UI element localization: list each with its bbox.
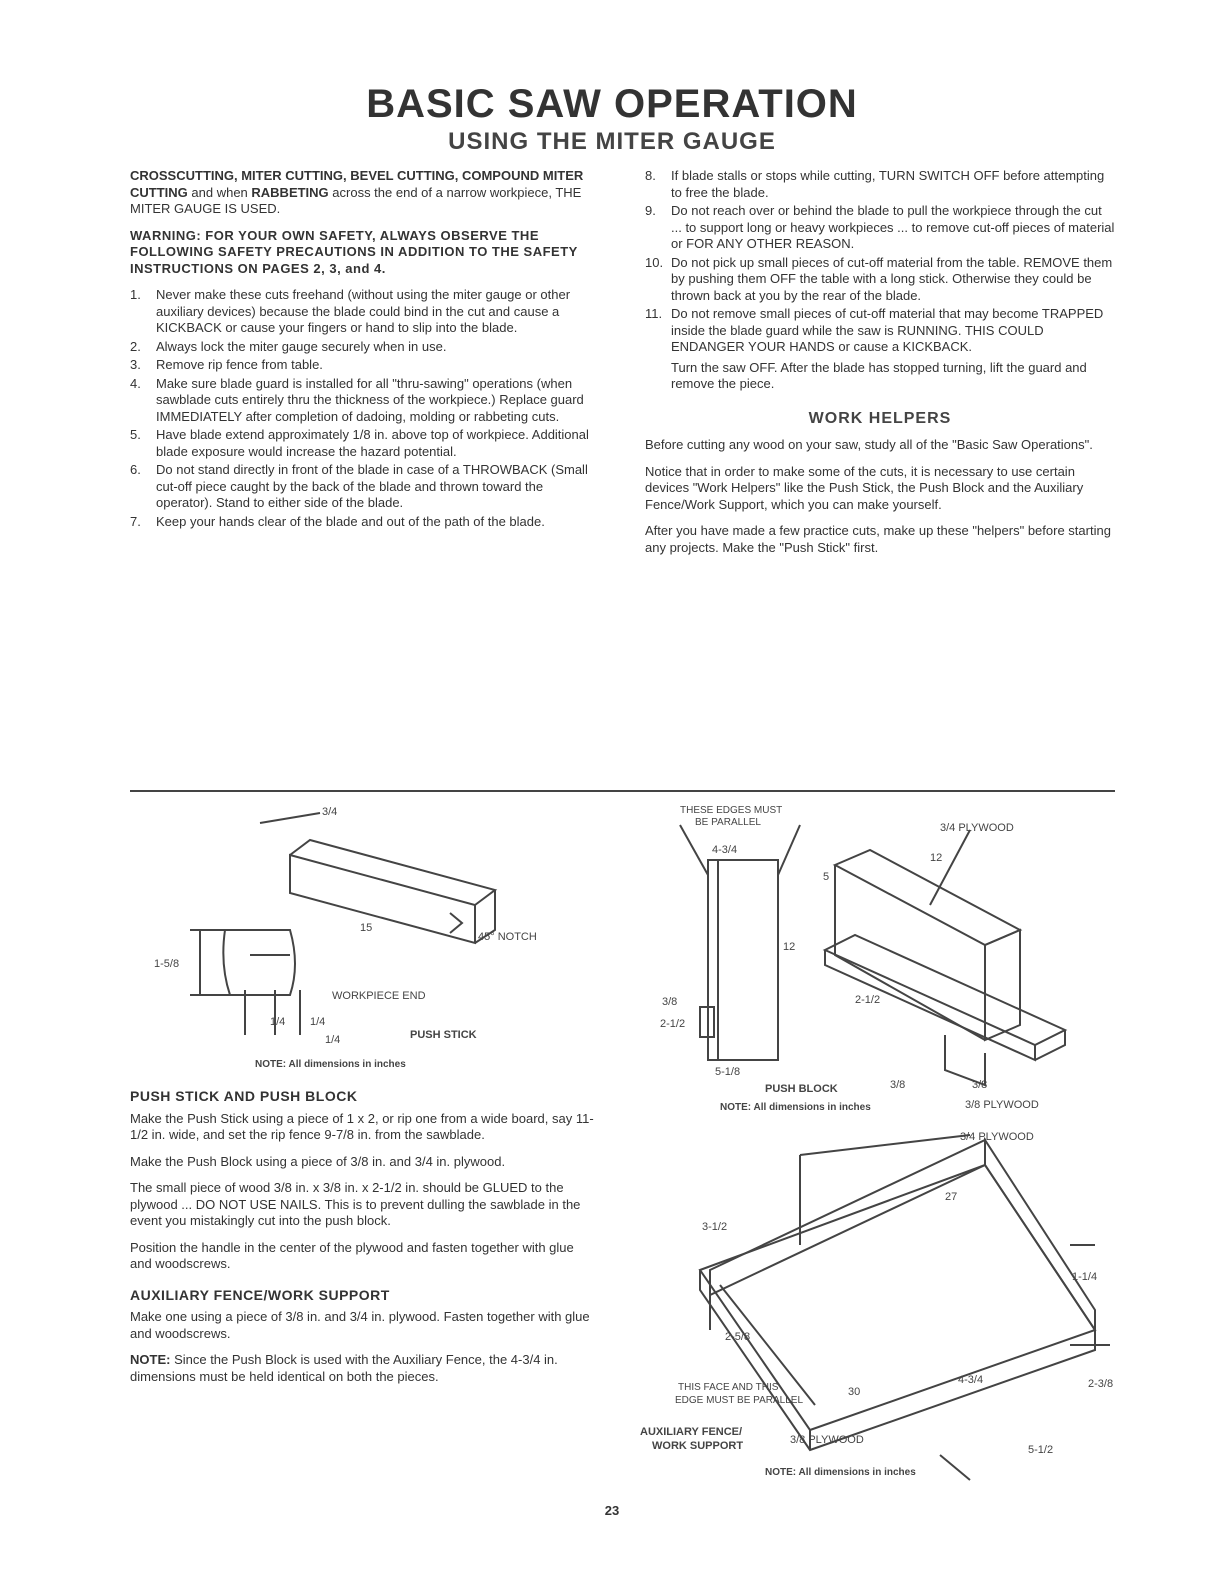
work-helpers-paragraph-2: Notice that in order to make some of the cuts, it is necessary to use certain devices "Work Helpers" like the Push Stick, the Push Block and the Auxiliary Fence/Work Support, which you can make yourself.	[645, 463, 1084, 512]
list-item	[130, 287, 598, 337]
rule-number: 9.	[645, 203, 656, 218]
section-subtitle: USING THE MITER GAUGE	[448, 128, 776, 155]
list-item	[130, 357, 598, 374]
ply-3-8-label: 3/8 PLYWOOD	[965, 1099, 1039, 1111]
face-note-line-2: EDGE MUST BE PARALLEL	[675, 1395, 804, 1406]
workpiece-end-label: WORKPIECE END	[332, 990, 426, 1002]
intro-rest: across the end of a narrow workpiece, THE MITER GAUGE IS USED.	[130, 184, 582, 216]
notch-label: 45° NOTCH	[478, 931, 537, 943]
push-paragraph-2: Make the Push Block using a piece of 3/8 in. and 3/4 in. plywood.	[130, 1153, 506, 1169]
aux-fence-label-line-2: WORK SUPPORT	[652, 1440, 744, 1452]
aux-fence-note: NOTE: All dimensions in inches	[765, 1467, 916, 1478]
dim-1-4-b: 1/4	[310, 1016, 326, 1028]
rule-text: Do not reach over or behind the blade to pull the workpiece through the cut ... to support long or heavy workpieces ... to remove cut-off pieces of material or FOR ANY OTHER REASON.	[671, 203, 1115, 251]
list-item	[130, 514, 598, 531]
right-column	[645, 168, 1115, 566]
list-item	[645, 203, 1115, 253]
dim-1-4-c: 1/4	[325, 1034, 341, 1046]
list-item	[130, 339, 598, 356]
rule-text: Do not remove small pieces of cut-off material that may become TRAPPED inside the blade guard while the saw is RUNNING. THIS COULD ENDANGER YOUR HANDS or cause a KICKBACK.	[671, 306, 1104, 354]
dim-27: 27	[945, 1191, 958, 1203]
rule-11-note: Turn the saw OFF. After the blade has stopped turning, lift the guard and remove the piece.	[671, 359, 1087, 391]
push-paragraph-1: Make the Push Stick using a piece of 1 x 2, or rip one from a wide board, say 11-1/2 in. wide, and set the rip fence 9-7/8 in. from the sawblade.	[130, 1110, 594, 1142]
dim-3-1-2: 3-1/2	[702, 1221, 728, 1233]
dim-2-1-2-a: 2-1/2	[660, 1018, 686, 1030]
list-item	[645, 255, 1115, 305]
ply-3-4-label: 3/4 PLYWOOD	[960, 1131, 1034, 1143]
lower-left-column	[130, 1088, 596, 1395]
work-helpers-heading: WORK HELPERS	[808, 409, 952, 427]
dim-2-5-8: 2-5/8	[725, 1331, 751, 1343]
rule-text: Make sure blade guard is installed for all "thru-sawing" operations (when sawblade cuts entirely thru the thickness of the workpiece.) Replace guard IMMEDIATELY after completion of dadoing, molding or rabbeting cuts.	[156, 375, 584, 424]
aux-fence-heading: AUXILIARY FENCE/WORK SUPPORT	[130, 1286, 390, 1303]
rule-text: Do not stand directly in front of the blade in case of a THROWBACK (Small cut-off piece caught by the back of the blade and thrown toward the operator). Stand to either side of the blade.	[156, 462, 588, 510]
rule-number: 7.	[130, 513, 141, 529]
dim-3-8-b: 3/8	[890, 1079, 906, 1091]
page-title: BASIC SAW OPERATION	[366, 82, 858, 126]
rule-text: Never make these cuts freehand (without using the miter gauge or other auxiliary devices) because the blade could bind in the cut and cause a KICKBACK or cause your fingers or hand to slip into the blade.	[156, 287, 571, 335]
rule-number: 5.	[130, 427, 141, 442]
dim-1-5-8: 1-5/8	[154, 958, 180, 970]
dim-3-8-a: 3/8	[662, 996, 678, 1008]
left-column	[130, 168, 598, 532]
safety-rules-list-right	[645, 168, 1115, 356]
dim-1-1-4: 1-1/4	[1072, 1271, 1098, 1283]
push-stick-diagram	[150, 795, 630, 1075]
push-block-note: NOTE: All dimensions in inches	[720, 1102, 871, 1113]
dim-3-8-c: 3/8	[972, 1079, 988, 1091]
dim-4-3-4: 4-3/4	[712, 844, 738, 856]
rule-text: Have blade extend approximately 1/8 in. above top of workpiece. Additional blade exposure would increase the hazard potential.	[156, 427, 589, 459]
dim-1-4-a: 1/4	[270, 1016, 286, 1028]
rule-number: 11.	[645, 306, 663, 321]
intro-mid: and when	[187, 184, 252, 200]
dim-2-3-8: 2-3/8	[1088, 1378, 1114, 1390]
push-stick-note: NOTE: All dimensions in inches	[255, 1059, 406, 1070]
push-paragraph-3: The small piece of wood 3/8 in. x 3/8 in. x 2-1/2 in. should be GLUED to the plywood ... DO NOT USE NAILS. This is to prevent dulling the sawblade in the event you mistakingly cut into the push block.	[130, 1180, 581, 1228]
rule-number: 1.	[130, 287, 141, 302]
dim-3-4: 3/4	[322, 806, 338, 818]
list-item	[130, 427, 598, 460]
push-stick-heading: PUSH STICK AND PUSH BLOCK	[130, 1088, 358, 1104]
face-note-line-1: THIS FACE AND THIS	[678, 1382, 779, 1393]
rule-number: 6.	[130, 462, 141, 477]
aux-note-text: Since the Push Block is used with the Auxiliary Fence, the 4-3/4 in. dimensions must be held identical on both the pieces.	[130, 1352, 558, 1384]
rule-text: If blade stalls or stops while cutting, TURN SWITCH OFF before attempting to free the blade.	[671, 168, 1105, 200]
edges-note-line-1: THESE EDGES MUST	[680, 805, 783, 816]
list-item	[130, 462, 598, 512]
work-helpers-paragraph-1: Before cutting any wood on your saw, study all of the "Basic Saw Operations".	[645, 437, 1093, 452]
page-number: 23	[604, 1503, 620, 1518]
intro-rabbeting: RABBETING	[251, 184, 329, 200]
rule-number: 2.	[130, 338, 141, 354]
dim-5: 5	[823, 871, 830, 883]
intro-paragraph	[130, 168, 598, 218]
ply-3-8-label: 3/8 PLYWOOD	[790, 1434, 864, 1446]
aux-note-paragraph	[130, 1352, 596, 1385]
dim-5-1-8: 5-1/8	[715, 1066, 741, 1078]
safety-rules-list-left	[130, 287, 598, 530]
list-item	[645, 168, 1115, 201]
dim-4-3-4: 4-3/4	[958, 1374, 984, 1386]
rule-number: 8.	[645, 168, 656, 183]
rule-number: 3.	[130, 357, 141, 372]
push-block-diagram	[640, 795, 1120, 1125]
horizontal-divider	[130, 790, 1115, 792]
aux-fence-diagram	[640, 1125, 1120, 1505]
aux-fence-label-line-1: AUXILIARY FENCE/	[640, 1426, 743, 1438]
rule-text: Always lock the miter gauge securely when in use.	[156, 338, 447, 354]
list-item	[645, 306, 1115, 356]
warning-paragraph: WARNING: FOR YOUR OWN SAFETY, ALWAYS OBSERVE THE FOLLOWING SAFETY PRECAUTIONS IN ADDITION TO THE SAFETY INSTRUCTIONS ON PAGES 2, 3, and 4.	[130, 227, 578, 276]
list-item	[130, 376, 598, 426]
rule-text: Keep your hands clear of the blade and out of the path of the blade.	[156, 513, 545, 529]
dim-12-b: 12	[783, 941, 796, 953]
rule-text: Remove rip fence from table.	[156, 357, 323, 372]
push-block-label: PUSH BLOCK	[765, 1083, 838, 1095]
dim-2-1-2-b: 2-1/2	[855, 994, 881, 1006]
rule-number: 10.	[645, 254, 664, 270]
push-stick-label: PUSH STICK	[410, 1029, 477, 1041]
intro-lead: CROSSCUTTING, MITER CUTTING, BEVEL CUTTING, COMPOUND MITER CUTTING	[130, 168, 584, 200]
dim-30: 30	[848, 1386, 861, 1398]
dim-5-1-2: 5-1/2	[1028, 1444, 1054, 1456]
aux-paragraph-1: Make one using a piece of 3/8 in. and 3/4 in. plywood. Fasten together with glue and woodscrews.	[130, 1309, 590, 1341]
dim-15: 15	[360, 922, 373, 934]
dim-12-a: 12	[930, 852, 943, 864]
aux-note-label: NOTE:	[130, 1352, 171, 1367]
ply-3-4-label: 3/4 PLYWOOD	[940, 822, 1014, 834]
rule-number: 4.	[130, 375, 141, 391]
edges-note-line-2: BE PARALLEL	[695, 817, 761, 828]
push-paragraph-4: Position the handle in the center of the plywood and fasten together with glue and woodscrews.	[130, 1239, 574, 1271]
work-helpers-paragraph-3: After you have made a few practice cuts, make up these "helpers" before starting any projects. Make the "Push Stick" first.	[645, 523, 1111, 555]
rule-text: Do not pick up small pieces of cut-off material from the table. REMOVE them by pushing them OFF the table with a long stick. Otherwise they could be thrown back at you by the rear of the blade.	[671, 254, 1113, 303]
